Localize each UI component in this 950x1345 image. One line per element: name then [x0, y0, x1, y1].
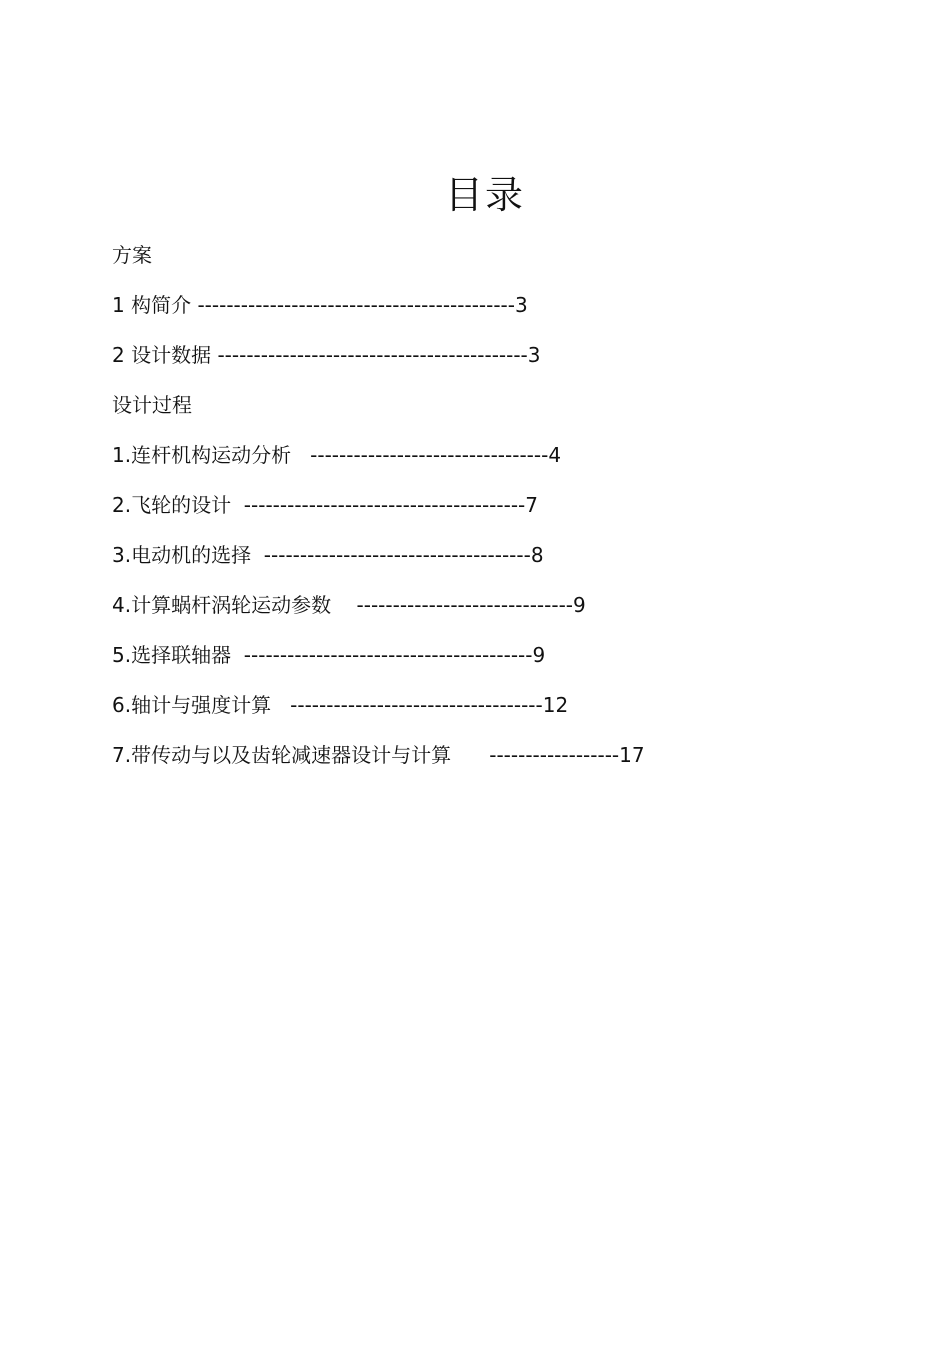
toc-entry — [112, 288, 872, 338]
toc-entry — [112, 338, 872, 388]
toc-entry-text: 5.选择联轴器 — [112, 643, 244, 667]
toc-leader: ------------------------------------- — [263, 543, 531, 567]
toc-section-heading — [112, 388, 872, 438]
toc-entry-text: 6.轴计与强度计算 — [112, 693, 291, 717]
page-title: 目录 — [444, 173, 525, 217]
toc-entry-text: 设计过程 — [112, 393, 192, 417]
toc-entry — [112, 488, 872, 538]
toc-entry-text: 4.计算蜗杆涡轮运动参数 — [112, 593, 357, 617]
toc-entry — [112, 738, 872, 788]
toc-page-number: 3 — [515, 293, 528, 317]
toc-leader: ------------------------------ — [356, 593, 574, 617]
table-of-contents — [112, 238, 872, 788]
toc-entry-text: 3.电动机的选择 — [112, 543, 264, 567]
toc-page-number: 12 — [542, 693, 569, 717]
toc-entry — [112, 688, 872, 738]
toc-leader: --------------------------------- — [310, 443, 549, 467]
toc-entry-text: 1 构简介 — [112, 293, 198, 317]
toc-page-number: 9 — [532, 643, 546, 667]
toc-leader: --------------------------------------- — [243, 493, 526, 517]
toc-page-number: 7 — [525, 493, 538, 517]
toc-section-heading — [112, 238, 872, 288]
toc-entry — [112, 638, 872, 688]
toc-entry-text: 2 设计数据 — [112, 343, 218, 367]
toc-entry-text: 1.连杆机构运动分析 — [112, 443, 311, 467]
toc-entry — [112, 438, 872, 488]
toc-entry — [112, 588, 872, 638]
toc-page-number: 9 — [573, 593, 586, 617]
toc-leader: -------------------------------------------- — [197, 293, 515, 317]
toc-entry — [112, 538, 872, 588]
toc-page-number: 3 — [527, 343, 541, 367]
toc-page-number: 8 — [530, 543, 544, 567]
toc-leader: ---------------------------------------- — [243, 643, 533, 667]
toc-leader: ----------------------------------- — [290, 693, 543, 717]
toc-leader: ------------------ — [489, 743, 620, 767]
toc-page-number: 17 — [619, 743, 645, 767]
toc-entry-text: 方案 — [112, 243, 152, 267]
toc-entry-text: 2.飞轮的设计 — [112, 493, 244, 517]
toc-page-number: 4 — [548, 443, 562, 467]
toc-leader: ------------------------------------------- — [217, 343, 528, 367]
toc-entry-text: 7.带传动与以及齿轮减速器设计与计算 — [112, 743, 490, 767]
